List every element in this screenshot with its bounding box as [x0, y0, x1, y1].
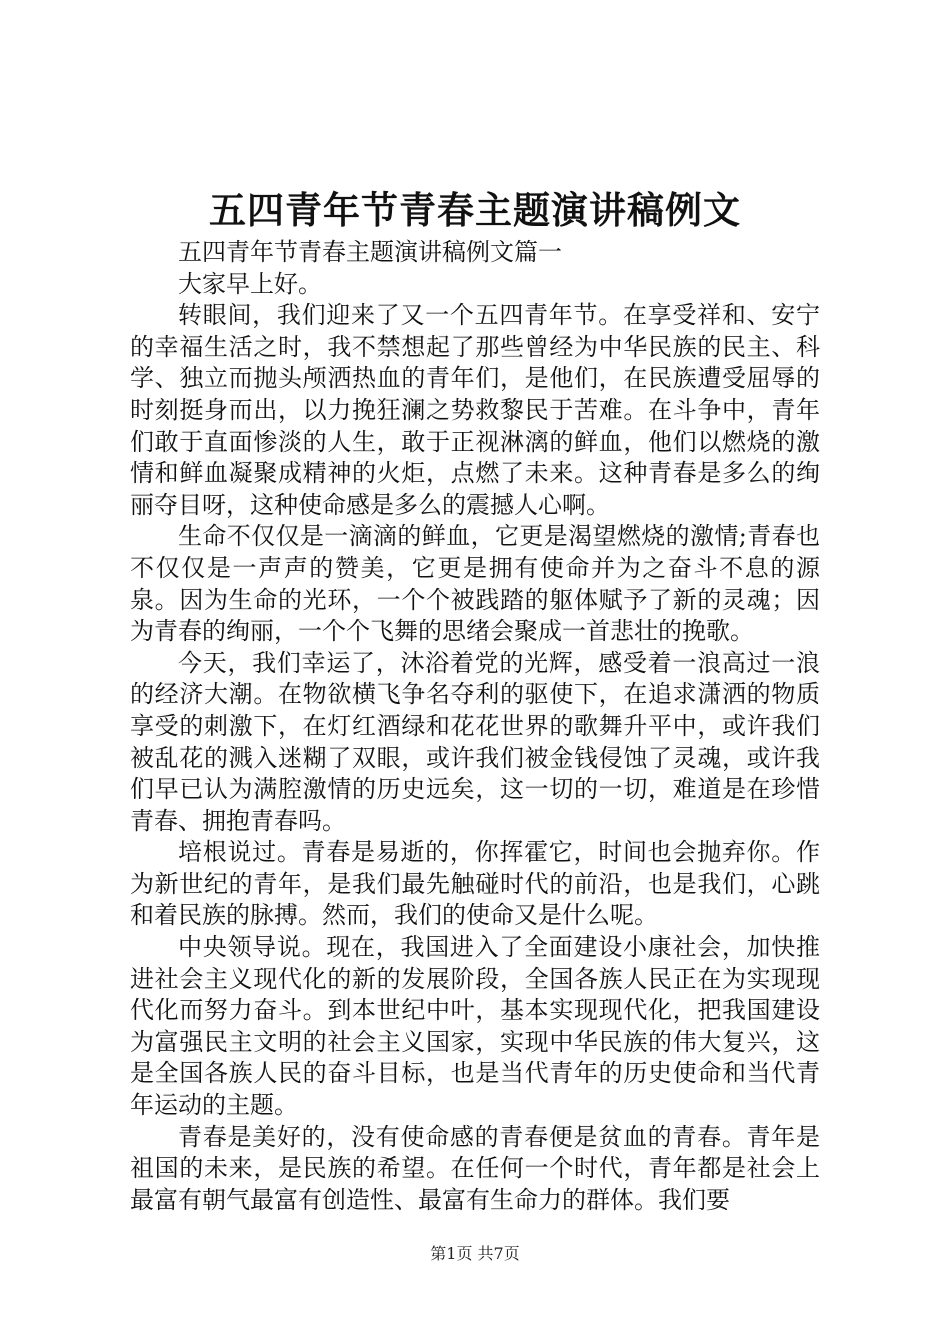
page-number-footer: 第1页 共7页: [430, 1244, 520, 1263]
body-paragraph: 今天，我们幸运了，沐浴着党的光辉，感受着一浪高过一浪的经济大潮。在物欲横飞争名夺利的驱使下，在追求潇洒的物质享受的刺激下，在灯红酒绿和花花世界的歌舞升平中，或许我们被乱花的溅入迷糊了双眼，或许我们被金钱侵蚀了灵魂，或许我们早已认为满腔激情的历史远矣，这一切的一切，难道是在珍惜青春、拥抱青春吗。: [130, 648, 820, 835]
document-body: [130, 237, 820, 1216]
greeting-paragraph: 大家早上好。: [178, 269, 322, 298]
body-paragraph: 生命不仅仅是一滴滴的鲜血，它更是渴望燃烧的激情;青春也不仅仅是一声声的赞美，它更是拥有使命并为之奋斗不息的源泉。因为生命的光环，一个个被践踏的躯体赋予了新的灵魂；因为青春的绚丽，一个个飞舞的思绪会聚成一首悲壮的挽歌。: [130, 522, 820, 646]
body-paragraph: 青春是美好的，没有使命感的青春便是贫血的青春。青年是祖国的未来，是民族的希望。在任何一个时代，青年都是社会上最富有朝气最富有创造性、最富有生命力的群体。我们要: [130, 1122, 820, 1214]
body-paragraph: 转眼间，我们迎来了又一个五四青年节。在享受祥和、安宁的幸福生活之时，我不禁想起了那些曾经为中华民族的民主、科学、独立而抛头颅洒热血的青年们，是他们，在民族遭受屈辱的时刻挺身而出，以力挽狂澜之势救黎民于苦难。在斗争中，青年们敢于直面惨淡的人生，敢于正视淋漓的鲜血，他们以燃烧的激情和鲜血凝聚成精神的火炬，点燃了未来。这种青春是多么的绚丽夺目呀，这种使命感是多么的震撼人心啊。: [130, 301, 820, 519]
body-paragraph: 培根说过。青春是易逝的，你挥霍它，时间也会抛弃你。作为新世纪的青年，是我们最先触碰时代的前沿，也是我们，心跳和着民族的脉搏。然而，我们的使命又是什么呢。: [130, 838, 820, 930]
document-title: 五四青年节青春主题演讲稿例文: [209, 188, 741, 232]
body-paragraph: 中央领导说。现在，我国进入了全面建设小康社会，加快推进社会主义现代化的新的发展阶段，全国各族人民正在为实现现代化而努力奋斗。到本世纪中叶，基本实现现代化，把我国建设为富强民主文明的社会主义国家，实现中华民族的伟大复兴，这是全国各族人民的奋斗目标，也是当代青年的历史使命和当代青年运动的主题。: [130, 933, 820, 1120]
section-heading: 五四青年节青春主题演讲稿例文篇一: [178, 238, 562, 266]
